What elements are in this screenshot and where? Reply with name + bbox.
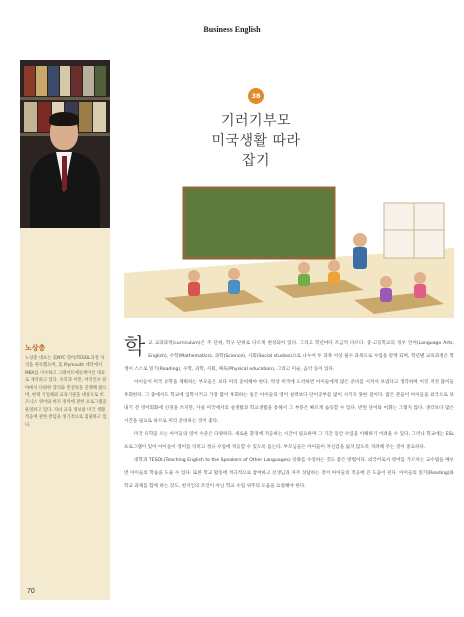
author-tie (62, 156, 67, 190)
author-bio: 노상충 대표는 美NYC 영어/TESOL과정 자격을 취득했으며, 美 Plymouth 대학에서 MBA를 이수하고 그레이트에듀케이션 대표로 재직하고 있다. 유학과 이민, 어학연수 분야에서 다양한 강의와 컨설팅을 진행해 왔으며, 현재 기업체와 교육기관을 대상으로 비즈니스 영어와 현지 정착에 관한 프로그램을 운영하고 있다. 자녀 교육 정보와 미국 생활 적응에 관한 칼럼을 정기적으로 집필하고 있다. (25, 356, 107, 428)
author-photo (20, 60, 110, 228)
drop-cap: 학 (124, 335, 146, 360)
paragraph-1: 학교 교과과정(curriculum)은 주 단위, 학구 단위로 다르게 편성되어 있다. 그리고 학년마다 조금씩 다르다. 중·고등학교의 경우 언어(Language Arts, English), 수학(Mathematics), 과학(Science), 사회(Social studies)으로 나누어 두 과목 이상 필수 과목으로 수업을 받게 되며, 학년별 교육과정은 학생이 스스로 읽기(Reading), 수학, 과학, 사회, 체육(Physical education), 그리고 미술, 음악 등이 있다. (124, 335, 454, 372)
classroom-illustration (124, 178, 454, 318)
paragraph-3: 미국 유학을 오는 아이들의 영어 수준은 다양하다. 새로운 환경에 적응하는 시간이 필요하며 그 기간 동안 수업을 이해하기 어려울 수 있다. 그러나 학교에는 ESL 프로그램이 있어 아이들이 영어를 익히고 정규 수업에 적응할 수 있도록 돕는다. 부모님들은 아이들이 자신감을 잃지 않도록 격려해 주는 것이 중요하다. (124, 432, 454, 450)
author-name: 노상충 (25, 344, 46, 352)
author-hair (49, 112, 79, 126)
page-number: 70 (27, 588, 35, 595)
article-number-badge: 38 (248, 88, 264, 104)
article-body (124, 337, 454, 493)
article-title-line-1: 기러기부모 (220, 113, 292, 129)
paragraph-2: 아이들이 미국 유학을 계획하는 부모들은 보다 미리 준비해야 한다. 막상 미국에 도착하면 아이들에게 많은 준비를 시켜서 보냈다고 생각하며 이것 저것 많이들 후회한다. 그 중에서도 학교에 입학시키고 가장 많이 후회하는 일은 아이들의 영어 실력보다 단어공부를 많이 시키지 못한 점이다. 많은 분들이 아이들을 외국으로 보내기 전 영어회화에 신경을 쓰지만, 사실 미국에서의 실생활과 학교생활을 통해서 그 부분은 빠르게 습득할 수 있다. 반면 단어와 어휘는 그렇지 않다. 생각보다 많은 시간을 필요로 하므로 미리 준비하는 것이 좋다. (124, 380, 454, 424)
shelf-divider (20, 97, 110, 100)
author-sidebar (20, 60, 110, 600)
bookshelf (24, 66, 106, 96)
paragraph-4: 대학과 TESOL(Teaching English to the Speakers of Other Languages) 강좌를 수강하는 것도 좋은 방법이다. 외국어로서 영어를 가르치는 교수법을 배우면 아이들의 학습을 도울 수 있다. 또한 학교 활동에 적극적으로 참여하고 선생님과 자주 상담하는 것이 아이들의 적응에 큰 도움이 된다. 아이들의 읽기(Reading)와 학교 과제를 함께 하는 것도, 현지인의 조언이 아닌 학교 수업 위주의 도움을 요청해야 한다. (124, 458, 454, 489)
article-title-line-2: 미국생활 따라잡기 (211, 133, 301, 169)
section-header: Business English (203, 25, 261, 34)
